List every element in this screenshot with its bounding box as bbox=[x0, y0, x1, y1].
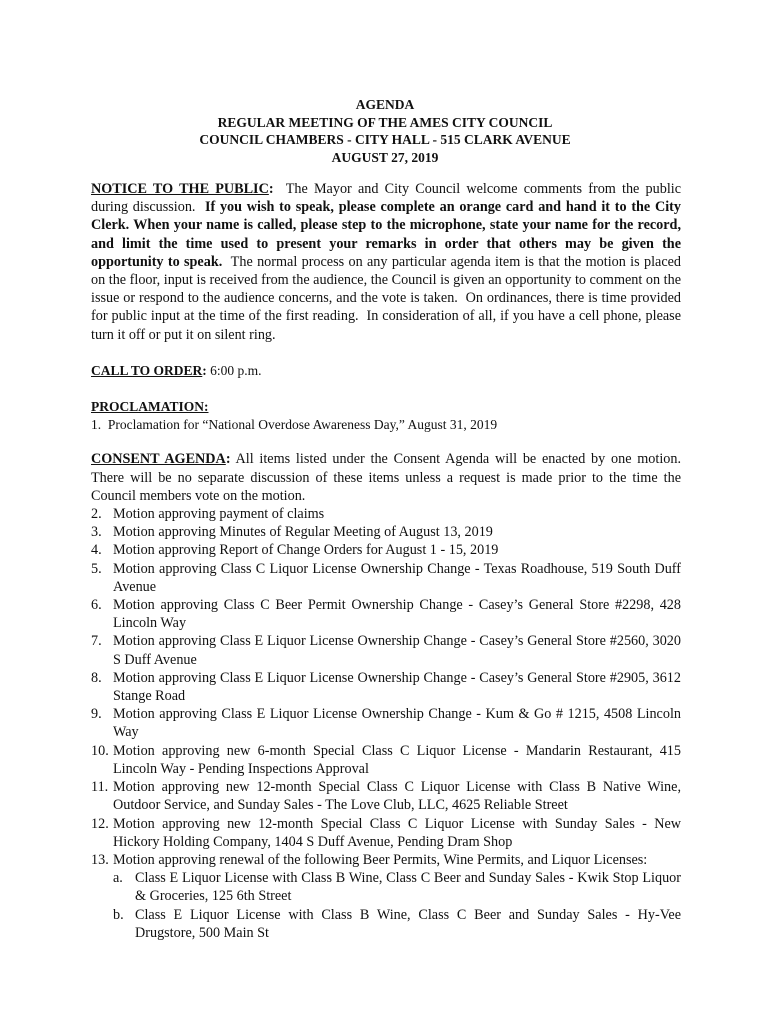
item-text: Motion approving Class E Liquor License Ownership Change - Kum & Go # 1215, 4508 Lincoln Way bbox=[113, 706, 681, 741]
call-to-order-label: CALL TO ORDER bbox=[91, 362, 203, 378]
item-text: Motion approving Minutes of Regular Meeting of August 13, 2019 bbox=[113, 524, 493, 541]
header-location: COUNCIL CHAMBERS - CITY HALL - 515 CLARK AVENUE bbox=[199, 132, 571, 147]
proclamation-num: 1. bbox=[91, 417, 102, 433]
list-item bbox=[91, 560, 681, 596]
item-number: 7. bbox=[91, 633, 102, 650]
subitem-text: Class E Liquor License with Class B Wine, Class C Beer and Sunday Sales - Kwik Stop Liquor & Groceries, 125 6th Street bbox=[135, 870, 681, 905]
header-date: AUGUST 27, 2019 bbox=[331, 149, 439, 165]
proclamation-heading bbox=[91, 398, 681, 416]
item-number: 2. bbox=[91, 506, 102, 523]
consent-label: CONSENT AGENDA bbox=[91, 451, 226, 468]
consent-items bbox=[91, 505, 681, 942]
item-number: 10. bbox=[91, 742, 109, 759]
call-to-order-time: 6:00 p.m. bbox=[206, 362, 262, 378]
item-text: Motion approving Class E Liquor License Ownership Change - Casey’s General Store #2560, 3020 S Duff Avenue bbox=[113, 633, 681, 668]
consent-intro: All items listed under the Consent Agenda will be enacted by one motion. There will be no separate discussion of these items unless a request is made prior to the time the Council members vote on the motion. bbox=[91, 451, 685, 504]
renewal-subitems bbox=[113, 869, 681, 942]
list-item bbox=[91, 541, 681, 559]
item-text: Motion approving new 12-month Special Class C Liquor License with Sunday Sales - New Hickory Holding Company, 1404 S Duff Avenue, Pending Dram Shop bbox=[113, 815, 681, 850]
subitem-letter: a. bbox=[113, 870, 123, 887]
list-item bbox=[91, 596, 681, 632]
item-number: 5. bbox=[91, 560, 102, 577]
header-meeting: REGULAR MEETING OF THE AMES CITY COUNCIL bbox=[217, 114, 553, 130]
proclamation-item bbox=[91, 416, 681, 434]
item-number: 9. bbox=[91, 706, 102, 723]
item-number: 3. bbox=[91, 524, 102, 541]
list-item bbox=[91, 523, 681, 541]
list-item bbox=[91, 505, 681, 523]
notice-label: NOTICE TO THE PUBLIC bbox=[91, 181, 269, 197]
proclamation-text: Proclamation for “National Overdose Awareness Day,” August 31, 2019 bbox=[107, 417, 498, 433]
proclamation-label: PROCLAMATION: bbox=[91, 399, 209, 415]
item-text: Motion approving new 6-month Special Class C Liquor License - Mandarin Restaurant, 415 Lincoln Way - Pending Inspections Approval bbox=[113, 742, 681, 777]
list-item bbox=[91, 851, 681, 942]
item-number: 6. bbox=[91, 597, 102, 614]
item-text: Motion approving Report of Change Orders for August 1 - 15, 2019 bbox=[113, 542, 499, 559]
notice-colon: : bbox=[268, 181, 274, 197]
list-item bbox=[91, 632, 681, 668]
item-number: 13. bbox=[91, 851, 109, 868]
item-text: Motion approving Class C Beer Permit Ownership Change - Casey’s General Store #2298, 428 Lincoln Way bbox=[113, 597, 681, 632]
consent-paragraph bbox=[91, 450, 685, 505]
item-text: Motion approving new 12-month Special Class C Liquor License with Class B Native Wine, Outdoor Service, and Sunday Sales - The Love Club, LLC, 4625 Reliable Street bbox=[113, 779, 681, 814]
notice-intro: The Mayor and City Council welcome comments from the public during discussion. bbox=[91, 181, 685, 216]
subitem-letter: b. bbox=[113, 906, 124, 923]
notice-rest: The normal process on any particular agenda item is that the motion is placed on the floor, input is received from the audience, the Council is given an opportunity to comment on the issue or respond to the audience concerns, and the vote is taken. On ordinances, there is time provided for public input at the time of the first reading. In consideration of all, if you have a cell phone, please turn it off or put it on silent ring. bbox=[91, 253, 685, 343]
agenda-body bbox=[91, 180, 685, 942]
list-item bbox=[91, 815, 681, 851]
notice-paragraph bbox=[91, 180, 685, 344]
agenda-header bbox=[0, 96, 770, 166]
sub-list-item bbox=[113, 869, 681, 905]
list-item bbox=[91, 778, 681, 814]
list-item bbox=[91, 669, 681, 705]
item-text: Motion approving payment of claims bbox=[113, 506, 325, 523]
consent-colon: : bbox=[225, 451, 231, 468]
subitem-text: Class E Liquor License with Class B Wine, Class C Beer and Sunday Sales - Hy-Vee Drugstore, 500 Main St bbox=[135, 906, 681, 941]
list-item bbox=[91, 742, 681, 778]
item-number: 8. bbox=[91, 669, 102, 686]
call-to-order bbox=[91, 362, 681, 380]
sub-list-item bbox=[113, 906, 681, 942]
item-number: 12. bbox=[91, 815, 109, 832]
call-to-order-colon: : bbox=[202, 362, 207, 378]
notice-bold-instructions: If you wish to speak, please complete an orange card and hand it to the City Clerk. When your name is called, please step to the microphone, state your name for the record, and limit the time used to present your remarks in order that others may be given the opportunity to speak. bbox=[91, 199, 681, 270]
item-text: Motion approving renewal of the following Beer Permits, Wine Permits, and Liquor Licenses: bbox=[113, 851, 648, 868]
item-number: 4. bbox=[91, 542, 102, 559]
list-item bbox=[91, 705, 681, 741]
item-text: Motion approving Class E Liquor License Ownership Change - Casey’s General Store #2905, 3612 Stange Road bbox=[113, 669, 681, 705]
header-title: AGENDA bbox=[355, 97, 415, 112]
item-number: 11. bbox=[91, 779, 109, 796]
item-text: Motion approving Class C Liquor License Ownership Change - Texas Roadhouse, 519 South Duff Avenue bbox=[113, 560, 681, 595]
